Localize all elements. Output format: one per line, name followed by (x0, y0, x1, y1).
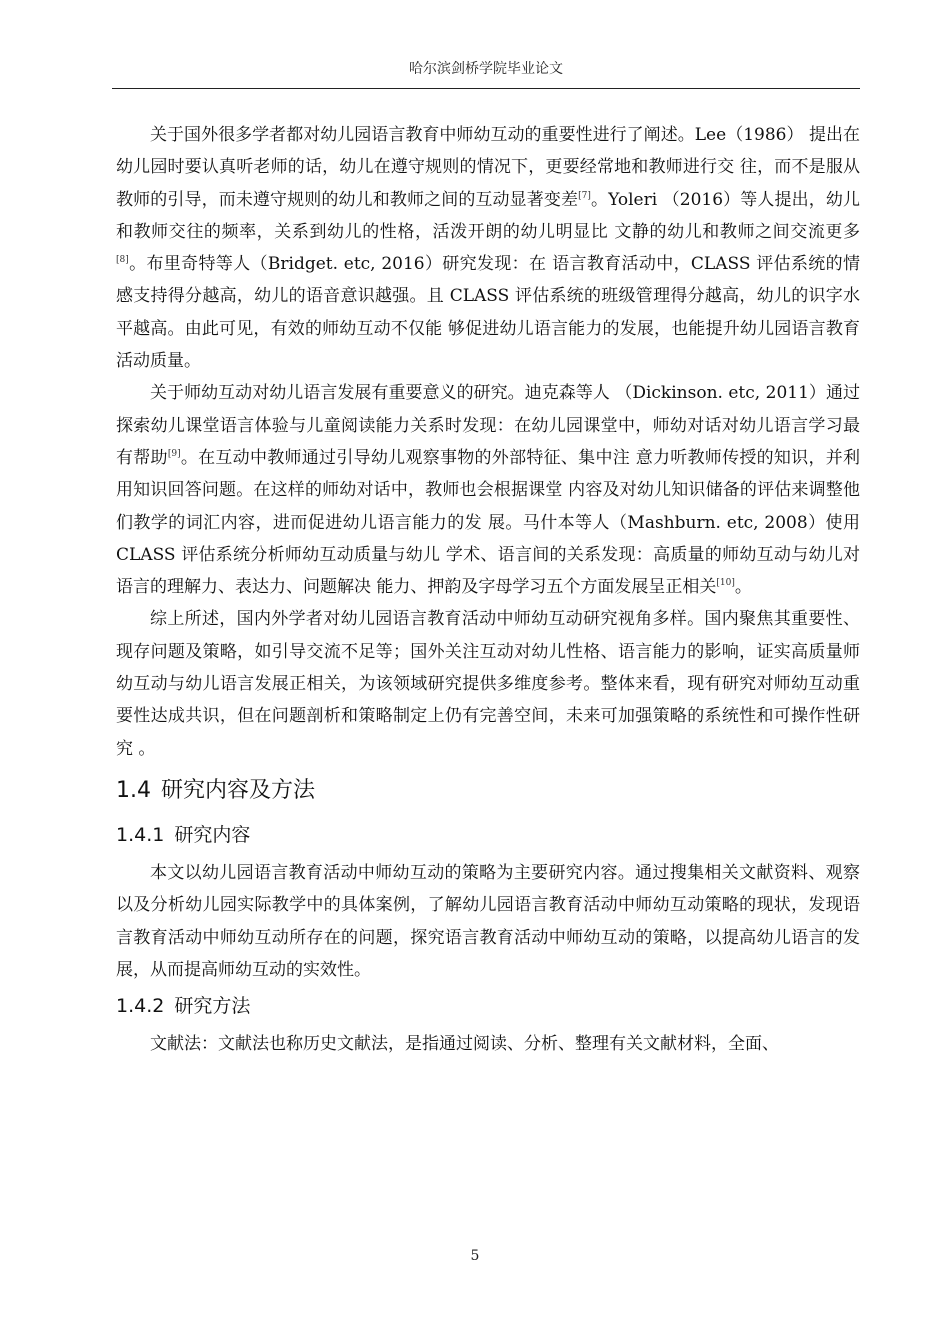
section-heading-1-4-1: 1.4.1 研究内容 (116, 823, 251, 846)
paragraph-summary: 综上所述，国内外学者对幼儿园语言教育活动中师幼互动研究视角多样。国内聚焦其重要性、现存问题及策略，如引导交流不足等；国外关注互动对幼儿性格、语言能力的影响，证实高质量师幼互动与幼儿语言发展正相关，为该领域研究提供多维度参考。整体来看，现有研究对师幼互动重要性达成共识，但在问题剖析和策略制定上仍有完善空间，未来可加强策略的系统性和可操作性研究 。 (116, 609, 860, 759)
section-heading-1-4-2: 1.4.2 研究方法 (116, 995, 251, 1018)
paragraph-foreign-research: 关于国外很多学者都对幼儿园语言教育中师幼互动的重要性进行了阐述。Lee（1986） 提出在幼儿园时要认真听老师的话，幼儿在遵守规则的情况下，更要经常地和教师进行交 往，而不是服从教师的引导，而未遵守规则的幼儿和教师之间的互动显著变差[7]。Yoleri （2016）等人提出，幼儿和教师交往的频率，关系到幼儿的性格，活泼开朗的幼儿明显比 文静的幼儿和教师之间交流更多[8]。布里奇特等人（Bridget. etc, 2016）研究发现：在 语言教育活动中，CLASS 评估系统的情感支持得分越高，幼儿的语音意识越强。且 CLASS 评估系统的班级管理得分越高，幼儿的识字水平越高。由此可见，有效的师幼互动不仅能 够促进幼儿语言能力的发展，也能提升幼儿园语言教育活动质量。 (116, 125, 860, 372)
running-header: 哈尔滨剑桥学院毕业论文 (409, 61, 563, 77)
paragraph-language-development: 关于师幼互动对幼儿语言发展有重要意义的研究。迪克森等人 （Dickinson. etc, 2011）通过探索幼儿课堂语言体验与儿童阅读能力关系时发现：在幼儿园课堂中，师幼对话对幼儿语言学习最有帮助[9]。在互动中教师通过引导幼儿观察事物的外部特征、集中注 意力听教师传授的知识，并利用知识回答问题。在这样的师幼对话中，教师也会根据课堂 内容及对幼儿知识储备的评估来调整他们教学的词汇内容，进而促进幼儿语言能力的发 展。马什本等人（Mashburn. etc, 2008）使用 CLASS 评估系统分析师幼互动质量与幼儿 学术、语言间的关系发现：高质量的师幼互动与幼儿对语言的理解力、表达力、问题解决 能力、押韵及字母学习五个方面发展呈正相关[10]。 (116, 383, 860, 598)
page-number: 5 (470, 1248, 480, 1264)
citation-7: [7] (578, 190, 591, 201)
citation-8: [8] (116, 255, 129, 266)
section-heading-1-4: 1.4 研究内容及方法 (116, 777, 316, 803)
document-body (116, 119, 860, 1060)
citation-9: [9] (167, 448, 181, 459)
paragraph-research-content: 本文以幼儿园语言教育活动中师幼互动的策略为主要研究内容。通过搜集相关文献资料、观察以及分析幼儿园实际教学中的具体案例，了解幼儿园语言教育活动中师幼互动策略的现状，发现语言教育活动中师幼互动所存在的问题，探究语言教育活动中师幼互动的策略，以提高幼儿语言的发展，从而提高师幼互动的实效性。 (116, 862, 860, 980)
header-divider (112, 88, 860, 89)
paragraph-literature-method: 文献法：文献法也称历史文献法，是指通过阅读、分析、整理有关文献材料，全面、 (150, 1034, 779, 1055)
citation-10: [10] (716, 578, 735, 589)
